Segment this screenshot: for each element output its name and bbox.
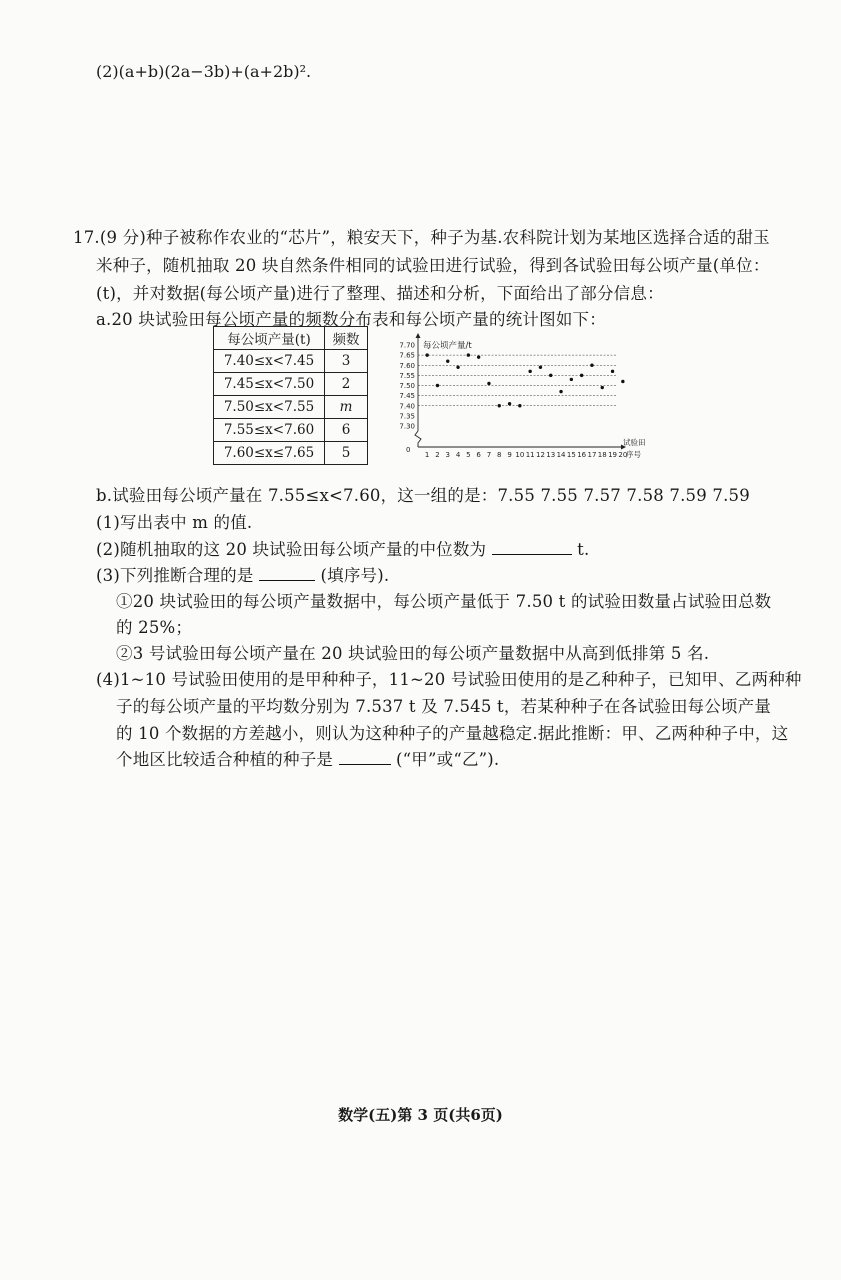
option-2: ②3 号试验田每公顷产量在 20 块试验田的每公顷产量数据中从高到低排第 5 名.	[116, 644, 710, 663]
sub-question-4-prefix: 个地区比较适合种植的种子是	[116, 750, 334, 769]
origin-label: 0	[406, 446, 411, 454]
x-tick-label: 9	[507, 451, 512, 459]
sub-question-1: (1)写出表中 m 的值.	[96, 513, 253, 532]
table-header-cell: 频数	[325, 327, 368, 350]
data-point	[621, 380, 624, 383]
axis-break	[415, 431, 421, 447]
x-tick-label: 15	[566, 451, 576, 459]
data-point	[508, 402, 511, 405]
data-point	[425, 353, 428, 356]
data-point	[539, 366, 542, 369]
table-row	[214, 419, 368, 442]
x-tick-label: 1	[424, 451, 430, 459]
data-point	[611, 370, 614, 373]
sub-question-2-suffix: t.	[577, 540, 590, 559]
table-row	[214, 442, 368, 465]
x-tick-label: 7	[486, 451, 492, 459]
data-point	[487, 382, 490, 385]
y-tick-label: 7.70	[399, 341, 415, 350]
data-point	[580, 374, 583, 377]
frequency-table	[213, 326, 368, 465]
y-tick-label: 7.60	[399, 361, 415, 370]
data-point	[498, 404, 501, 407]
sub-question-4-line-3: 的 10 个数据的方差越小，则认为这种种子的产量越稳定.据此推断：甲、乙两种种子中，这	[116, 724, 789, 743]
sub-question-2-prefix: (2)随机抽取的这 20 块试验田每公顷产量的中位数为	[96, 540, 487, 559]
header-expression: (2)(a+b)(2a−3b)+(a+2b)².	[96, 62, 312, 81]
x-tick-label: 14	[556, 451, 566, 459]
x-axis-label-line1: 试验田	[623, 438, 646, 447]
x-tick-label: 10	[515, 451, 525, 459]
table-cell: 3	[325, 350, 368, 373]
part-a-text: a.20 块试验田每公顷产量的频数分布表和每公顷产量的统计图如下：	[96, 310, 606, 329]
x-tick-label: 18	[597, 451, 607, 459]
data-point	[518, 404, 521, 407]
option-1-line-2: 的 25%；	[116, 618, 193, 637]
data-point	[549, 374, 552, 377]
option-1-line-1: ①20 块试验田的每公顷产量数据中，每公顷产量低于 7.50 t 的试验田数量占试验田总数	[116, 592, 772, 611]
x-tick-label: 17	[587, 451, 597, 459]
part-b-text: b.试验田每公顷产量在 7.55≤x<7.60，这一组的是：7.55 7.55 7.57 7.58 7.59 7.59	[96, 486, 750, 505]
table-cell: 7.45≤x<7.50	[214, 373, 325, 396]
x-axis-label-line2: 序号	[626, 450, 641, 459]
yield-scatter-chart	[380, 333, 670, 463]
x-tick-label: 6	[476, 451, 481, 459]
data-point	[528, 370, 531, 373]
x-tick-label: 20	[618, 451, 628, 459]
inference-answer-blank[interactable]	[259, 580, 315, 581]
median-answer-blank[interactable]	[492, 554, 572, 555]
x-tick-label: 16	[577, 451, 587, 459]
table-cell: 6	[325, 419, 368, 442]
x-tick-label: 8	[497, 451, 502, 459]
data-point	[456, 366, 459, 369]
table-cell: 7.40≤x<7.45	[214, 350, 325, 373]
x-tick-label: 4	[455, 451, 461, 459]
y-tick-label: 7.40	[399, 402, 415, 411]
table-cell: 7.55≤x<7.60	[214, 419, 325, 442]
y-tick-label: 7.65	[399, 351, 415, 360]
y-tick-label: 7.35	[399, 412, 415, 421]
question-intro-line-2: 米种子，随机抽取 20 块自然条件相同的试验田进行试验，得到各试验田每公顷产量(单位：	[96, 256, 770, 275]
table-row	[214, 373, 368, 396]
data-point	[436, 384, 439, 387]
sub-question-4-line-1: (4)1~10 号试验田使用的是甲种种子，11~20 号试验田使用的是乙种种子，已知甲、乙两种种	[96, 670, 802, 689]
data-point	[570, 378, 573, 381]
table-cell: 7.60≤x≤7.65	[214, 442, 325, 465]
question-intro-line-1: 17.(9 分)种子被称作农业的“芯片”，粮安天下，种子为基.农科院计划为某地区选择合适的甜玉	[73, 228, 770, 247]
table-cell: m	[325, 396, 368, 419]
table-row	[214, 396, 368, 419]
sub-question-4-line-2: 子的每公顷产量的平均数分别为 7.537 t 及 7.545 t，若某种种子在各试验田每公顷产量	[116, 697, 772, 716]
table-header-cell: 每公顷产量(t)	[214, 327, 325, 350]
x-tick-label: 13	[546, 451, 556, 459]
x-tick-label: 12	[535, 451, 545, 459]
y-tick-label: 7.45	[399, 392, 415, 401]
y-tick-label: 7.55	[399, 371, 415, 380]
data-point	[446, 360, 449, 363]
sub-question-3-prefix: (3)下列推断合理的是	[96, 566, 254, 585]
seed-answer-blank[interactable]	[339, 764, 391, 765]
sub-question-3-suffix: (填序号).	[320, 566, 390, 585]
x-tick-label: 2	[435, 451, 440, 459]
sub-question-3	[96, 562, 389, 586]
data-point	[467, 353, 470, 356]
x-tick-label: 3	[445, 451, 450, 459]
sub-question-4-suffix: (“甲”或“乙”).	[396, 750, 500, 769]
y-tick-label: 7.30	[399, 422, 415, 431]
table-cell: 2	[325, 373, 368, 396]
table-cell: 5	[325, 442, 368, 465]
x-tick-label: 5	[466, 451, 471, 459]
sub-question-4-line-4	[116, 746, 499, 770]
table-row	[214, 350, 368, 373]
data-point	[590, 364, 593, 367]
y-tick-label: 7.50	[399, 382, 415, 390]
data-point	[477, 355, 480, 358]
data-point	[559, 390, 562, 393]
page-footer: 数学(五)第 3 页(共6页)	[338, 1106, 503, 1124]
y-axis-label: 每公顷产量/t	[423, 341, 472, 351]
sub-question-2	[96, 536, 589, 560]
question-intro-line-3: (t)，并对数据(每公顷产量)进行了整理、描述和分析，下面给出了部分信息：	[96, 284, 664, 303]
x-tick-label: 11	[525, 451, 535, 459]
x-tick-label: 19	[608, 451, 618, 459]
table-cell: 7.50≤x<7.55	[214, 396, 325, 419]
data-point	[601, 386, 604, 389]
table-header-row	[214, 327, 368, 350]
y-axis-arrow	[416, 333, 421, 338]
